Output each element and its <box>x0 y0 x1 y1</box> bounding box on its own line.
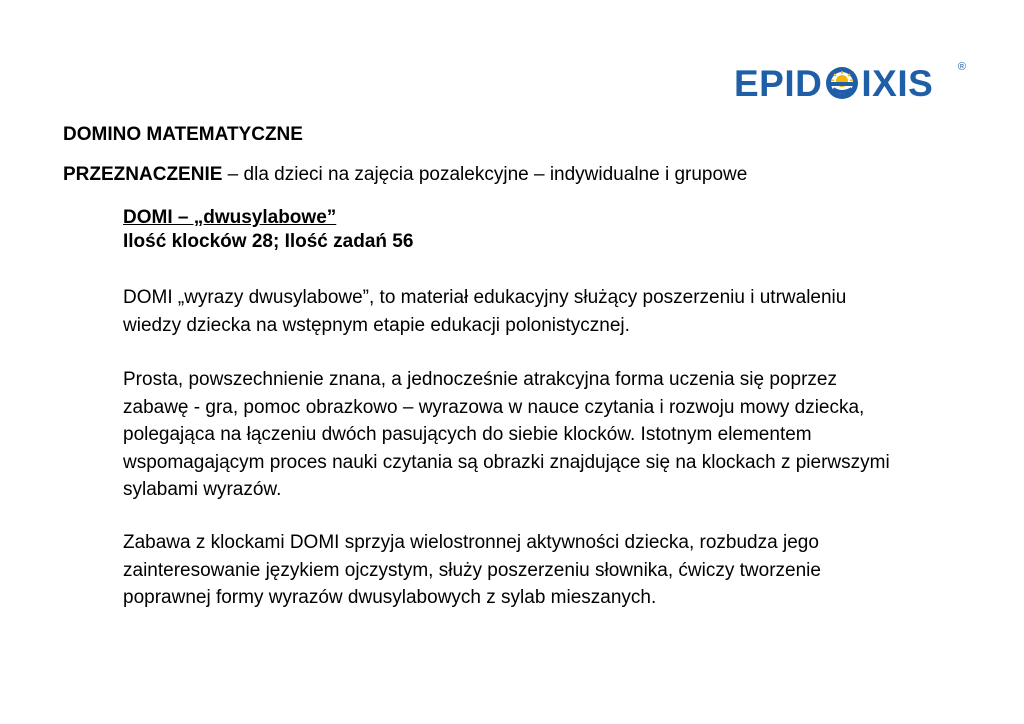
paragraph-line: zainteresowanie językiem ojczystym, służy poszerzeniu słownika, ćwiczy tworzenie <box>123 559 821 581</box>
purpose-label: PRZEZNACZENIE <box>63 164 223 185</box>
paragraph-3 <box>123 529 983 612</box>
paragraph-line: Prosta, powszechnienie znana, a jednocześnie atrakcyjna forma uczenia się poprzez <box>123 369 837 390</box>
paragraph-line: polegająca na łączeniu dwóch pasujących do siebie klocków. Istotnym elementem <box>123 424 812 445</box>
product-name: DOMI – „dwusylabowe” <box>123 207 337 228</box>
epideixis-logo <box>734 62 966 104</box>
paragraph-line: wiedzy dziecka na wstępnym etapie edukacji polonistycznej. <box>123 314 630 336</box>
sun-e-icon <box>824 65 860 101</box>
logo-text-left: EPID <box>734 62 823 104</box>
paragraph-line: sylabami wyrazów. <box>123 479 282 500</box>
product-counts: Ilość klocków 28; Ilość zadań 56 <box>123 231 414 252</box>
paragraph-line: poprawnej formy wyrazów dwusylabowych z sylab mieszanych. <box>123 587 657 608</box>
purpose-line <box>63 164 747 186</box>
logo-text-right: IXIS <box>861 62 934 104</box>
document-title: DOMINO MATEMATYCZNE <box>63 124 303 145</box>
purpose-text: – dla dzieci na zajęcia pozalekcyjne – indywidualne i grupowe <box>222 164 748 185</box>
registered-mark: ® <box>957 61 966 73</box>
paragraph-line: zabawę - gra, pomoc obrazkowo – wyrazowa w nauce czytania i rozwoju mowy dziecka, <box>123 396 865 418</box>
paragraph-line: DOMI „wyrazy dwusylabowe”, to materiał edukacyjny służący poszerzeniu i utrwaleniu <box>123 287 847 308</box>
paragraph-2 <box>123 366 983 504</box>
product-heading <box>123 206 413 254</box>
paragraph-line: Zabawa z klockami DOMI sprzyja wielostronnej aktywności dziecka, rozbudza jego <box>123 532 819 553</box>
paragraph-line: wspomagającym proces nauki czytania są obrazki znajdujące się na klockach z pierwszymi <box>123 451 890 473</box>
paragraph-1 <box>123 284 983 339</box>
